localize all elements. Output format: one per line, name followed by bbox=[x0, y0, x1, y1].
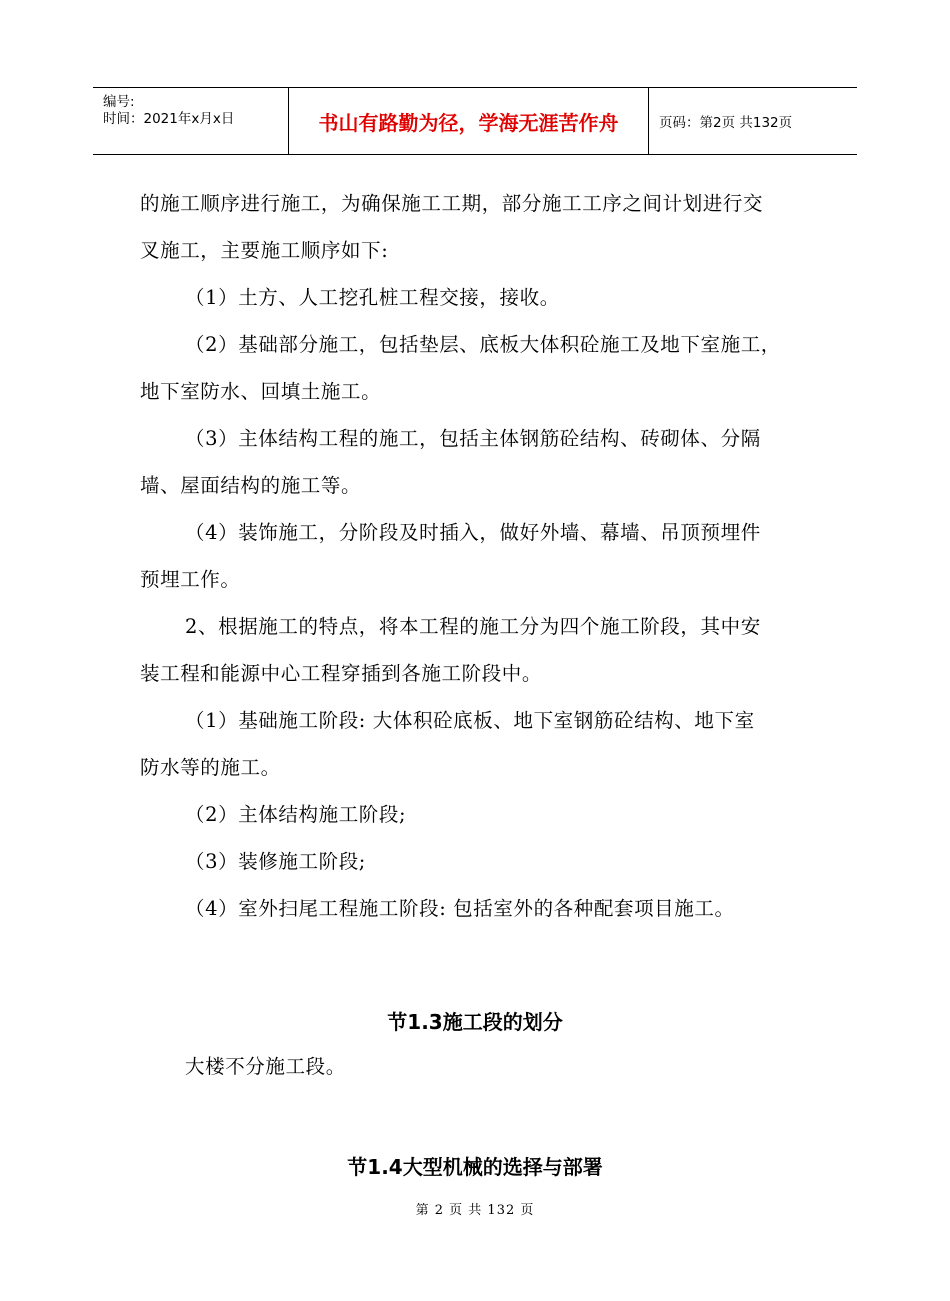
section-heading-1-4: 节1.4大型机械的选择与部署 bbox=[347, 1155, 603, 1179]
paragraph-line: 叉施工，主要施工顺序如下: bbox=[140, 239, 389, 262]
section-1-3-body: 大楼不分施工段。 bbox=[185, 1055, 346, 1078]
paragraph-line: 地下室防水、回填土施工。 bbox=[140, 380, 382, 403]
paragraph-line: 防水等的施工。 bbox=[140, 756, 281, 779]
section-heading-1-3: 节1.3施工段的划分 bbox=[387, 1010, 563, 1034]
paragraph-line: （3）主体结构工程的施工，包括主体钢筋砼结构、砖砌体、分隔 bbox=[185, 427, 761, 450]
header-meta bbox=[93, 88, 288, 154]
paragraph-line: （1）土方、人工挖孔桩工程交接，接收。 bbox=[185, 286, 560, 309]
page-header bbox=[93, 87, 857, 155]
paragraph-line: （2）主体结构施工阶段; bbox=[185, 803, 407, 826]
paragraph-line: 的施工顺序进行施工，为确保施工工期，部分施工工序之间计划进行交 bbox=[140, 192, 764, 215]
paragraph-line: （3）装修施工阶段; bbox=[185, 850, 366, 873]
header-page-info: 页码：第2页 共132页 bbox=[659, 115, 793, 131]
paragraph-line: 预埋工作。 bbox=[140, 568, 241, 591]
paragraph-line: 装工程和能源中心工程穿插到各施工阶段中。 bbox=[140, 662, 543, 685]
paragraph-line: （1）基础施工阶段: 大体积砼底板、地下室钢筋砼结构、地下室 bbox=[185, 709, 755, 732]
paragraph-line: （4）室外扫尾工程施工阶段: 包括室外的各种配套项目施工。 bbox=[185, 897, 735, 920]
paragraph-line: 墙、屋面结构的施工等。 bbox=[140, 474, 362, 497]
paragraph-line: 2、根据施工的特点，将本工程的施工分为四个施工阶段，其中安 bbox=[185, 615, 761, 638]
paragraph-line: （4）装饰施工，分阶段及时插入，做好外墙、幕墙、吊顶预埋件 bbox=[185, 521, 761, 544]
number-label: 编号: bbox=[103, 94, 135, 110]
page-footer: 第 2 页 共 132 页 bbox=[415, 1203, 535, 1218]
date-label: 时间：2021年x月x日 bbox=[103, 111, 235, 127]
paragraph-line: （2）基础部分施工，包括垫层、底板大体积砼施工及地下室施工， bbox=[185, 333, 781, 356]
header-motto: 书山有路勤为径，学海无涯苦作舟 bbox=[288, 88, 649, 154]
document-body bbox=[140, 180, 820, 932]
